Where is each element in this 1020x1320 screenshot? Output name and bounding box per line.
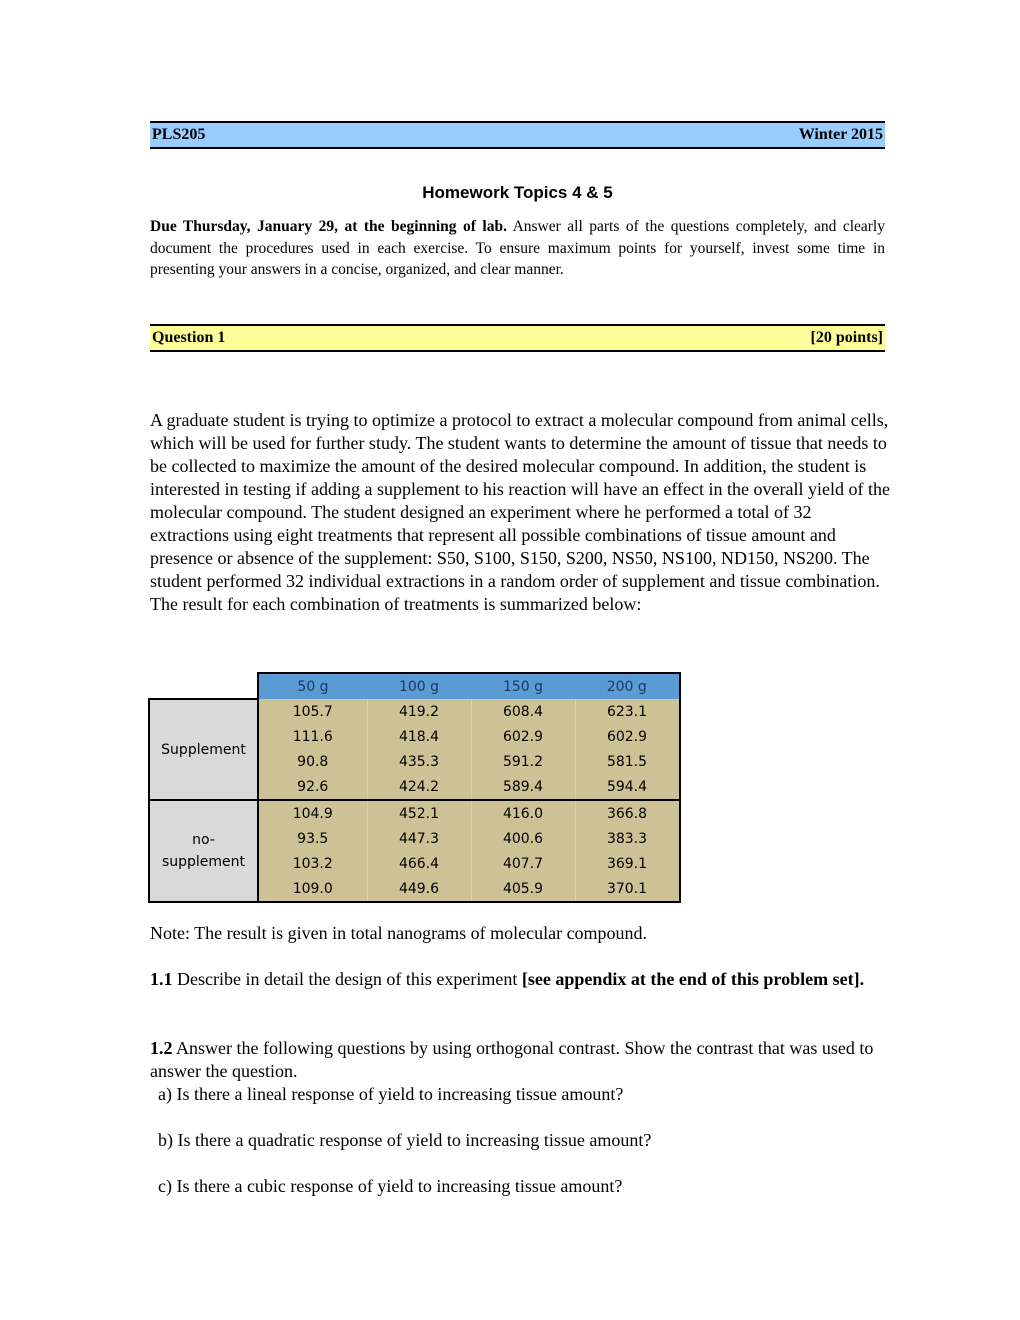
group-label-supplement: [149, 699, 258, 800]
table-cell: 93.5: [258, 826, 367, 851]
table-cell: 416.0: [471, 800, 575, 826]
table-cell: 104.9: [258, 800, 367, 826]
table-cell: 452.1: [367, 800, 471, 826]
table-cell: 90.8: [258, 749, 367, 774]
question-text: Answer the following questions by using orthogonal contrast. Show the contrast that was used to answer the question.: [150, 1038, 874, 1081]
question-header-band: [150, 324, 885, 352]
group-label-text: Supplement: [161, 741, 246, 758]
problem-description: A graduate student is trying to optimize a protocol to extract a molecular compound from animal cells, which will be used for further study. The student wants to determine the amount of tissue that needs to be collected to maximize the amount of the desired molecular compound. In addition, the student is interested in testing if adding a supplement to his reaction will have an effect in the overall yield of the molecular compound. The student designed an experiment where he performed a total of 32 extractions using eight treatments that represent all possible combinations of tissue amount and presence or absence of the supplement: S50, S100, S150, S200, NS50, NS100, ND150, NS200. The student performed 32 individual extractions in a random order of supplement and tissue combination. The result for each combination of treatments is summarized below:: [150, 410, 890, 614]
results-table: [148, 672, 681, 903]
column-header: 150 g: [471, 673, 575, 699]
table-cell: 109.0: [258, 876, 367, 902]
table-cell: 435.3: [367, 749, 471, 774]
question-1-1: [150, 968, 890, 991]
question-label: Question 1: [152, 329, 226, 346]
appendix-reference: [see appendix at the end of this problem set].: [521, 969, 865, 989]
table-cell: 407.7: [471, 851, 575, 876]
subquestion-c: c) Is there a cubic response of yield to increasing tissue amount?: [158, 1176, 623, 1196]
table-cell: 405.9: [471, 876, 575, 902]
instructions: [150, 216, 885, 281]
table-cell: 623.1: [575, 699, 680, 724]
table-cell: 591.2: [471, 749, 575, 774]
page-title: Homework Topics 4 & 5: [422, 183, 613, 202]
units-note: Note: The result is given in total nanograms of molecular compound.: [150, 923, 648, 943]
table-cell: 466.4: [367, 851, 471, 876]
table-cell: 400.6: [471, 826, 575, 851]
table-cell: 424.2: [367, 774, 471, 800]
table-cell: 369.1: [575, 851, 680, 876]
column-header: 100 g: [367, 673, 471, 699]
term: Winter 2015: [798, 126, 883, 143]
subquestion-b: b) Is there a quadratic response of yield to increasing tissue amount?: [158, 1130, 652, 1150]
question-text: Describe in detail the design of this experiment: [172, 969, 522, 989]
table-corner: [149, 673, 258, 699]
table-cell: 589.4: [471, 774, 575, 800]
question-number: 1.1: [150, 969, 173, 989]
table-row: [149, 800, 680, 826]
table-cell: 370.1: [575, 876, 680, 902]
group-label-no-supplement: [149, 800, 258, 902]
course-code: PLS205: [152, 126, 206, 143]
instructions-text: Answer all parts of the questions completely, and clearly document the procedures used in each exercise. To ensure maximum points for yourself, invest some time in presenting your answers in a concise, organized, and clear manner.: [150, 218, 885, 278]
question-1-2: [150, 1037, 890, 1083]
table-cell: 103.2: [258, 851, 367, 876]
table-row: [149, 699, 680, 724]
table-cell: 602.9: [575, 724, 680, 749]
question-number: 1.2: [150, 1038, 173, 1058]
table-cell: 419.2: [367, 699, 471, 724]
table-cell: 602.9: [471, 724, 575, 749]
table-cell: 366.8: [575, 800, 680, 826]
group-label-text: no-supplement: [161, 832, 246, 870]
due-date: Due Thursday, January 29, at the beginning of lab.: [150, 218, 507, 235]
table-cell: 92.6: [258, 774, 367, 800]
table-cell: 449.6: [367, 876, 471, 902]
table-cell: 418.4: [367, 724, 471, 749]
table-header-row: [149, 673, 680, 699]
column-header: 200 g: [575, 673, 680, 699]
table-cell: 594.4: [575, 774, 680, 800]
course-header-band: [150, 121, 885, 149]
question-points: [20 points]: [810, 329, 883, 346]
table-cell: 608.4: [471, 699, 575, 724]
table-cell: 581.5: [575, 749, 680, 774]
table-cell: 447.3: [367, 826, 471, 851]
table-cell: 111.6: [258, 724, 367, 749]
column-header: 50 g: [258, 673, 367, 699]
subquestion-a: a) Is there a lineal response of yield to increasing tissue amount?: [158, 1084, 624, 1104]
table-cell: 383.3: [575, 826, 680, 851]
table-cell: 105.7: [258, 699, 367, 724]
